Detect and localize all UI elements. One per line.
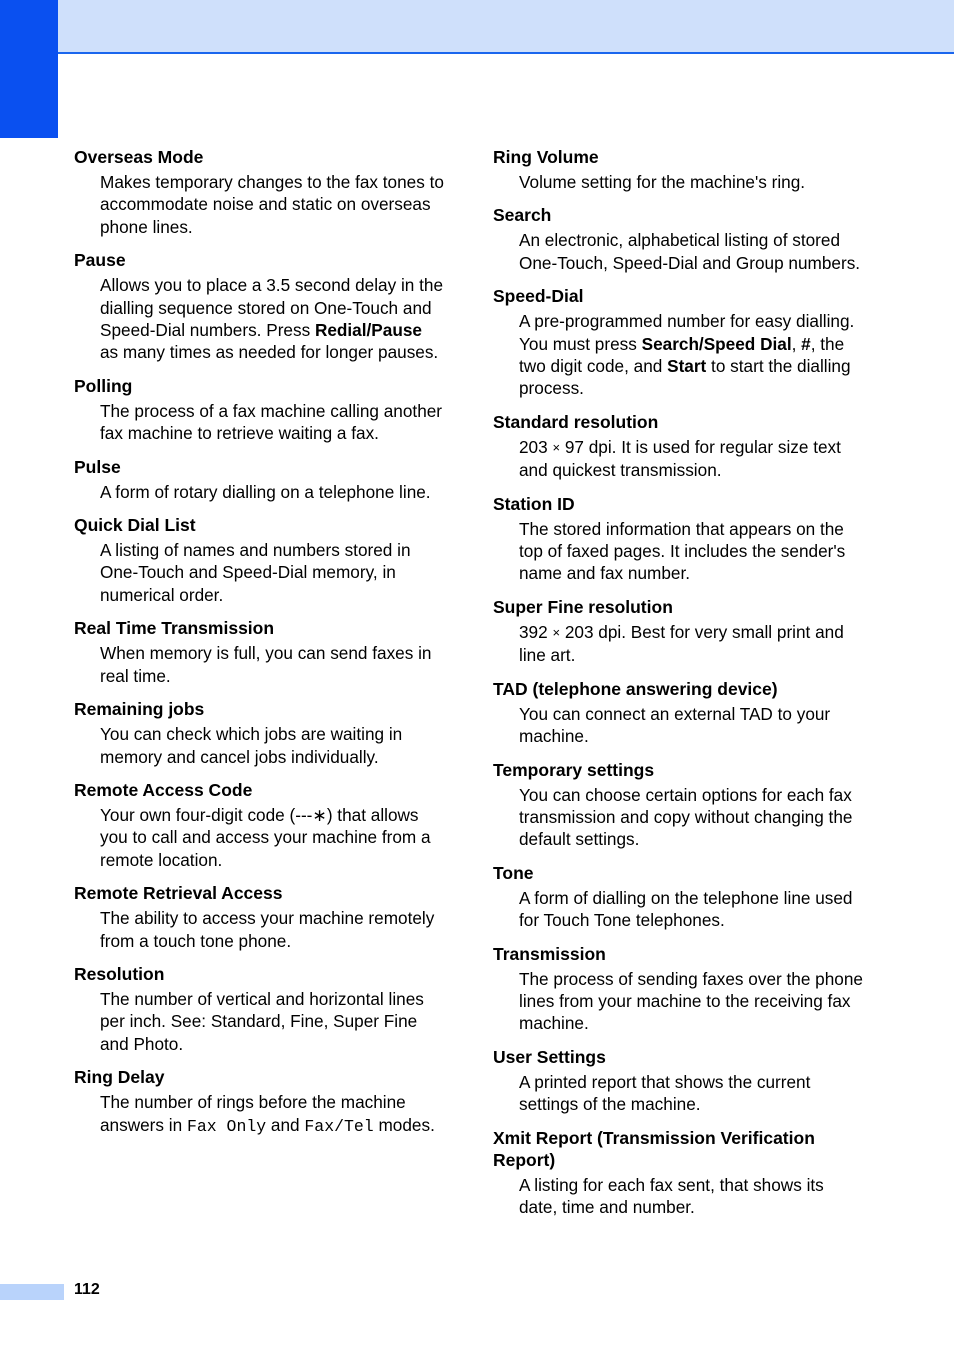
glossary-entry-temporary-settings (493, 759, 863, 851)
glossary-term: Ring Volume (493, 147, 599, 167)
glossary-definition: Your own four-digit code (---∗) that allows you to call and access your machine from a remote location. (100, 804, 431, 870)
glossary-definition: An electronic, alphabetical listing of stored One-Touch, Speed-Dial and Group numbers. (519, 230, 861, 273)
glossary-entry-pause (74, 249, 444, 364)
glossary-entry-tad (493, 678, 863, 748)
glossary-entry-super-fine-resolution (493, 596, 863, 667)
glossary-term: Super Fine resolution (493, 596, 673, 617)
glossary-term: Speed-Dial (493, 286, 584, 307)
glossary-definition: You can check which jobs are waiting in memory and cancel jobs individually. (100, 724, 403, 767)
glossary-definition: The process of sending faxes over the phone lines from your machine to the receiving fax machine. (519, 968, 863, 1034)
glossary-term: Search (493, 205, 552, 226)
glossary-definition: A printed report that shows the current settings of the machine. (519, 1071, 811, 1115)
glossary-entry-ring-delay (74, 1066, 444, 1138)
glossary-entry-transmission (493, 943, 863, 1035)
glossary-definition: The number of vertical and horizontal lines per inch. See: Standard, Fine, Super Fine and Photo. (100, 988, 424, 1054)
glossary-term: Remote Access Code (74, 779, 253, 800)
glossary-entry-pulse (74, 456, 444, 503)
header-band (58, 0, 954, 54)
glossary-term: Resolution (74, 963, 165, 984)
glossary-term: Xmit Report (Transmission Verification Report) (493, 1127, 815, 1170)
glossary-term: Remaining jobs (74, 699, 205, 720)
glossary-definition: The stored information that appears on the top of faxed pages. It includes the sender's name and fax number. (519, 518, 846, 584)
glossary-term: Polling (74, 375, 133, 396)
glossary-term: Temporary settings (493, 759, 655, 780)
glossary-entry-overseas-mode (74, 146, 444, 238)
glossary-definition: When memory is full, you can send faxes in real time. (100, 643, 432, 686)
glossary-definition: 203 × 97 dpi. It is used for regular size text and quickest transmission. (519, 436, 841, 481)
chapter-tab-marker (0, 0, 58, 138)
key-label: Redial/Pause (314, 320, 422, 341)
glossary-definition: The process of a fax machine calling another fax machine to retrieve waiting a fax. (100, 400, 443, 444)
glossary-term: Remote Retrieval Access (74, 883, 283, 904)
glossary-entry-real-time-transmission (74, 617, 444, 687)
glossary-term: Real Time Transmission (74, 618, 275, 639)
glossary-entry-search (493, 204, 863, 274)
glossary-entry-xmit-report (493, 1127, 863, 1219)
glossary-entry-remote-access-code (74, 779, 444, 871)
glossary-term: Standard resolution (493, 411, 659, 432)
glossary-column-right (493, 146, 863, 1229)
glossary-term: Ring Delay (74, 1067, 165, 1088)
glossary-term: TAD (telephone answering device) (493, 678, 778, 699)
glossary-definition: A form of rotary dialling on a telephone line. (100, 481, 431, 502)
glossary-entry-speed-dial (493, 285, 863, 400)
times-sign: × (552, 439, 561, 455)
glossary-entry-remaining-jobs (74, 698, 444, 768)
glossary-term: Tone (493, 862, 534, 883)
glossary-term: Pause (74, 250, 126, 271)
glossary-definition: The number of rings before the machine answers in Fax Only and Fax/Tel modes. (100, 1092, 435, 1136)
glossary-definition: Allows you to place a 3.5 second delay in the dialling sequence stored on One-Touch and Speed-Dial numbers. Press Redial/Pause as many times as needed for longer pauses. (100, 275, 444, 363)
key-label: # (801, 333, 811, 354)
glossary-entry-remote-retrieval-access (74, 882, 444, 952)
glossary-term: Pulse (74, 456, 121, 477)
key-label: Start (667, 356, 707, 377)
glossary-definition: You can choose certain options for each fax transmission and copy without changing the default settings. (519, 784, 853, 850)
glossary-definition: 392 × 203 dpi. Best for very small print and line art. (519, 621, 844, 666)
glossary-definition: A form of dialling on the telephone line used for Touch Tone telephones. (519, 887, 853, 931)
glossary-definition: A listing for each fax sent, that shows its date, time and number. (519, 1174, 824, 1217)
page-number: 112 (74, 1281, 100, 1298)
glossary-term: User Settings (493, 1046, 606, 1067)
glossary-term: Station ID (493, 493, 575, 514)
glossary-entry-station-id (493, 493, 863, 585)
glossary-definition: The ability to access your machine remotely from a touch tone phone. (100, 908, 435, 951)
glossary-term: Quick Dial List (74, 515, 196, 536)
glossary-definition: You can connect an external TAD to your machine. (519, 703, 831, 747)
key-label: Search/Speed Dial (641, 333, 792, 354)
mode-name: Fax Only (186, 1116, 267, 1136)
glossary-term: Transmission (493, 943, 606, 964)
mode-name: Fax/Tel (304, 1116, 374, 1136)
glossary-term: Overseas Mode (74, 147, 204, 167)
glossary-entry-standard-resolution (493, 411, 863, 482)
glossary-entry-polling (74, 375, 444, 445)
footer-bar (0, 1284, 64, 1300)
glossary-entry-resolution (74, 963, 444, 1055)
times-sign: × (552, 624, 561, 640)
glossary-entry-user-settings (493, 1046, 863, 1116)
glossary-entry-tone (493, 862, 863, 932)
glossary-definition: A pre-programmed number for easy dialling. You must press Search/Speed Dial, #, the two digit code, and Start to start the dialling process. (519, 311, 855, 399)
glossary-definition: Volume setting for the machine's ring. (519, 172, 806, 192)
star-key-icon: ∗ (312, 804, 327, 825)
glossary-entry-ring-volume (493, 146, 863, 193)
glossary-entry-quick-dial-list (74, 514, 444, 606)
glossary-definition: Makes temporary changes to the fax tones to accommodate noise and static on overseas phone lines. (100, 172, 444, 237)
glossary-definition: A listing of names and numbers stored in One-Touch and Speed-Dial memory, in numerical order. (100, 540, 411, 605)
glossary-column-left (74, 146, 444, 1149)
